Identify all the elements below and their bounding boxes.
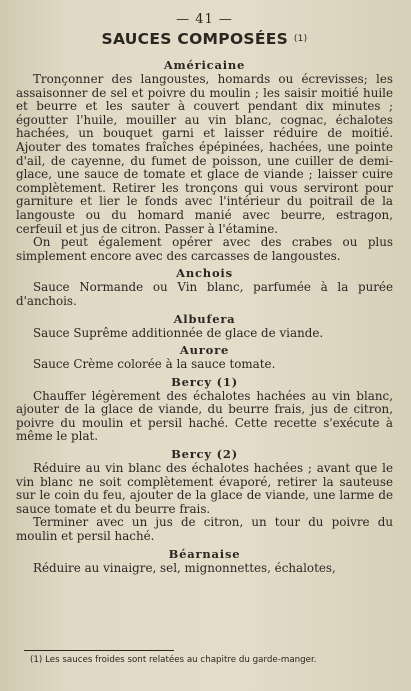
section-heading: Bercy (1) — [171, 374, 238, 389]
section-americaine — [16, 58, 393, 263]
footnote: (1) Les sauces froides sont relatées au chapitre du garde-manger. — [30, 655, 317, 665]
section-anchois — [16, 266, 393, 308]
paragraph: Terminer avec un jus de citron, un tour du poivre du moulin et persil haché. — [16, 515, 393, 544]
paragraph: On peut également opérer avec des crabes ou plus simplement encore avec des carcasses de langoustes. — [16, 235, 393, 263]
paragraph: Chauffer légèrement des échalotes hachées au vin blanc, ajouter de la glace de viande, du beurre frais, jus de citron, poivre du moulin et persil haché. Cette recette s'exécute à même le plat. — [16, 388, 393, 444]
section-heading: Aurore — [179, 343, 230, 358]
title-text: SAUCES COMPOSÉES — [101, 30, 289, 48]
section-aurore — [16, 343, 393, 372]
section-albufera — [16, 312, 393, 341]
section-bercy-2 — [16, 447, 393, 544]
paragraph: Sauce Suprême additionnée de glace de viande. — [33, 325, 324, 340]
paragraph: Tronçonner des langoustes, homards ou écrevisses; les assaisonner de sel et poivre du moulin ; les saisir moitié huile et beurre et les sauter à couvert pendant dix minutes ; égoutter l'huile, mouiller au vin blanc, cognac, échalotes hachées, un bouquet garni et laisser réduire de moitié. Ajouter des tomates fraîches épépinées, hachées, une pointe d'ail, de cayenne, du fumet de poisson, une cuiller de demi-glace, une sauce de tomate et glace de viande ; laisser cuire complètement. Retirer les tronçons qui vous serviront pour garniture et lier le fonds avec l'intérieur du poitrail de la langouste ou du homard manié avec beurre, estragon, cerfeuil et jus de citron. Passer à l'étamine. — [16, 72, 393, 236]
paragraph: Réduire au vinaigre, sel, mignonnettes, échalotes, — [33, 560, 336, 575]
paragraph: Sauce Crème colorée à la sauce tomate. — [33, 357, 276, 372]
title-footnote-marker: (1) — [293, 34, 308, 44]
section-heading: Albufera — [173, 311, 236, 326]
section-heading: Béarnaise — [168, 546, 241, 561]
section-bearnaise — [16, 547, 393, 576]
paragraph: Réduire au vin blanc des échalotes hachées ; avant que le vin blanc ne soit complètement évaporé, retirer la sauteuse sur le coin du feu, ajouter de la glace de viande, une larme de sauce tomate et du beurre frais. — [16, 461, 393, 516]
footnote-divider — [24, 650, 174, 651]
page-number: — 41 — — [176, 12, 233, 27]
section-heading: Anchois — [176, 266, 233, 281]
page-title — [16, 30, 393, 48]
section-heading: Bercy (2) — [171, 447, 238, 462]
section-bercy-1 — [16, 375, 393, 444]
section-heading: Américaine — [163, 58, 246, 72]
paragraph: Sauce Normande ou Vin blanc, parfumée à la purée d'anchois. — [16, 280, 393, 308]
